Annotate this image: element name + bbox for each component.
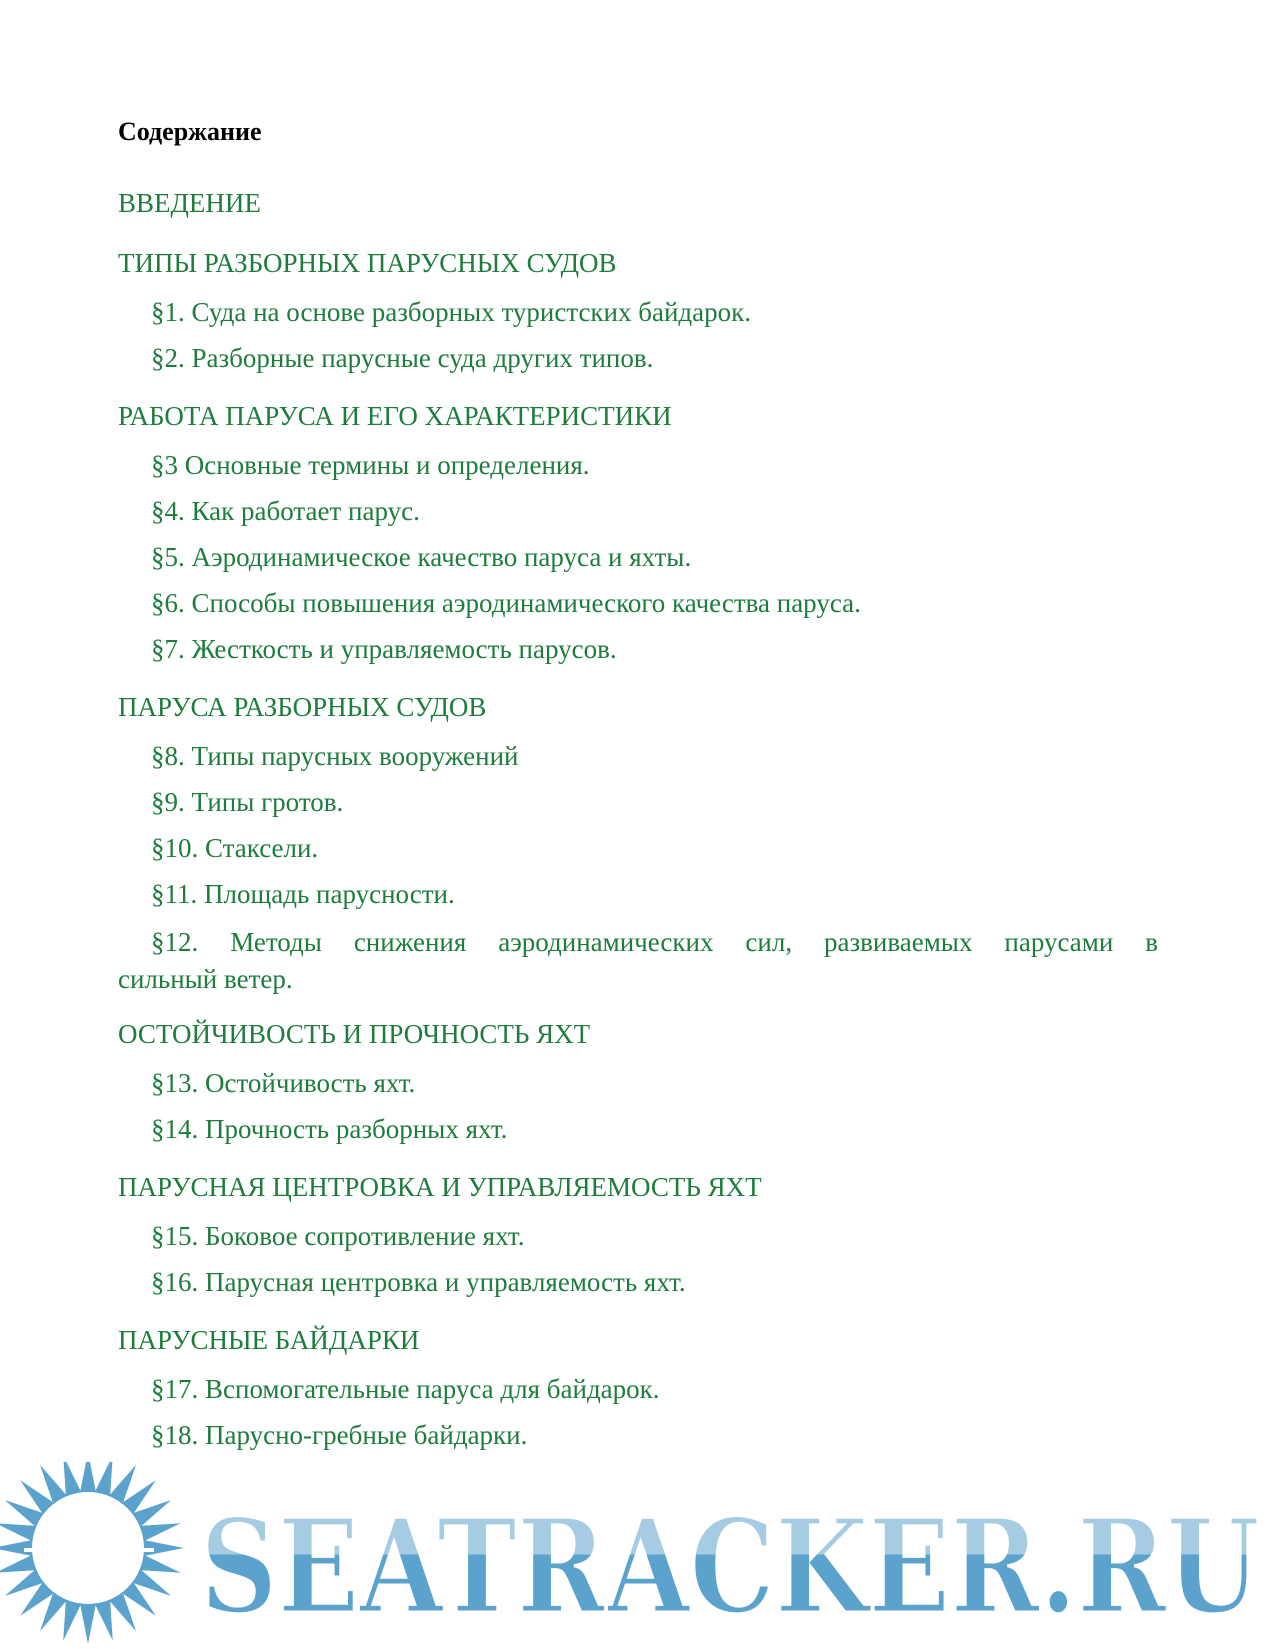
toc-item-12-line-1: §12. Методы снижения аэродинамических сил, развиваемых парусами в bbox=[151, 927, 1158, 957]
toc-item-7[interactable]: §7. Жесткость и управляемость парусов. bbox=[151, 634, 617, 664]
toc-item-14[interactable]: §14. Прочность разборных яхт. bbox=[151, 1114, 508, 1144]
toc-item-5[interactable]: §5. Аэродинамическое качество паруса и яхты. bbox=[151, 542, 692, 572]
toc-item-10[interactable]: §10. Стаксели. bbox=[151, 833, 319, 863]
toc-item-8[interactable]: §8. Типы парусных вооружений bbox=[151, 741, 519, 771]
toc-item-12[interactable] bbox=[118, 924, 1158, 998]
toc-item-18[interactable]: §18. Парусно-гребные байдарки. bbox=[151, 1420, 528, 1450]
toc-item-11[interactable]: §11. Площадь парусности. bbox=[151, 879, 455, 909]
watermark bbox=[0, 1462, 1274, 1649]
toc-item-16[interactable]: §16. Парусная центровка и управляемость яхт. bbox=[151, 1267, 686, 1297]
toc-section-boat-types[interactable]: ТИПЫ РАЗБОРНЫХ ПАРУСНЫХ СУДОВ bbox=[118, 248, 617, 278]
sun-icon bbox=[0, 1462, 184, 1644]
toc-item-6[interactable]: §6. Способы повышения аэродинамического качества паруса. bbox=[151, 588, 861, 618]
toc-item-13[interactable]: §13. Остойчивость яхт. bbox=[151, 1068, 416, 1098]
toc-section-sails[interactable]: ПАРУСА РАЗБОРНЫХ СУДОВ bbox=[118, 692, 487, 722]
page-title: Содержание bbox=[118, 117, 262, 146]
toc-item-3[interactable]: §3 Основные термины и определения. bbox=[151, 450, 590, 480]
toc-section-introduction[interactable]: ВВЕДЕНИЕ bbox=[118, 188, 261, 218]
toc-section-stability[interactable]: ОСТОЙЧИВОСТЬ И ПРОЧНОСТЬ ЯХТ bbox=[118, 1019, 591, 1049]
toc-section-sail-work[interactable]: РАБОТА ПАРУСА И ЕГО ХАРАКТЕРИСТИКИ bbox=[118, 401, 672, 431]
watermark-text: SEATRACKER.RU bbox=[200, 1490, 1260, 1643]
toc-item-1[interactable]: §1. Суда на основе разборных туристских байдарок. bbox=[151, 297, 752, 327]
toc-section-centering[interactable]: ПАРУСНАЯ ЦЕНТРОВКА И УПРАВЛЯЕМОСТЬ ЯХТ bbox=[118, 1172, 762, 1202]
toc-item-9[interactable]: §9. Типы гротов. bbox=[151, 787, 344, 817]
toc-item-15[interactable]: §15. Боковое сопротивление яхт. bbox=[151, 1221, 525, 1251]
toc-item-12-line-2: сильный ветер. bbox=[118, 964, 293, 994]
toc-item-4[interactable]: §4. Как работает парус. bbox=[151, 496, 420, 526]
toc-section-kayaks[interactable]: ПАРУСНЫЕ БАЙДАРКИ bbox=[118, 1325, 420, 1355]
toc-item-17[interactable]: §17. Вспомогательные паруса для байдарок. bbox=[151, 1374, 660, 1404]
toc-item-2[interactable]: §2. Разборные парусные суда других типов. bbox=[151, 343, 654, 373]
